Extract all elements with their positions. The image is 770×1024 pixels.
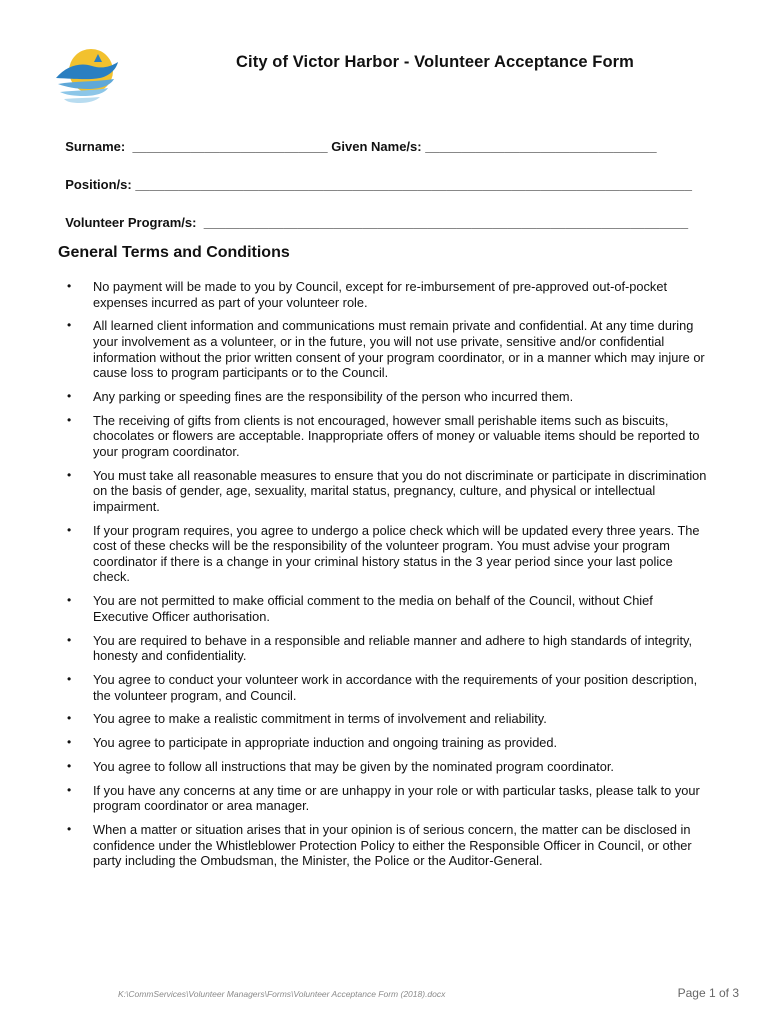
form-title: City of Victor Harbor - Volunteer Acceptance Form [236, 53, 634, 71]
bullet-icon: • [67, 632, 72, 647]
list-item: • If you have any concerns at any time or are unhappy in your role or with particular tasks, please talk to your program coordinator or area manager. [67, 782, 700, 814]
list-item: • All learned client information and communications must remain private and confidential. At any time during your involvement as a volunteer, or in the future, you will not use private, sensitive and/or confidential information without the prior written consent of your program coordinator, or in a manner which may injure or cause loss to program participants or to the Council. [67, 318, 705, 381]
bullet-icon: • [67, 522, 72, 537]
bullet-icon: • [67, 467, 72, 482]
bullet-icon: • [67, 671, 72, 686]
surname-row [58, 124, 657, 154]
list-item: • You agree to participate in appropriate induction and ongoing training as provided. [67, 735, 558, 751]
program-field[interactable]: ___________________________________________________________________ [203, 215, 689, 230]
program-label: Volunteer Program/s: [65, 215, 197, 230]
given-name-field[interactable]: ________________________________ [425, 139, 657, 154]
list-item: • You agree to make a realistic commitment in terms of involvement and reliability. [67, 711, 547, 727]
list-item: • When a matter or situation arises that in your opinion is of serious concern, the matter can be disclosed in confidence under the Whistleblower Protection Policy to either the Responsible Officer in Council, or other party including the Ombudsman, the Minister, the Police or the Auditor-General. [67, 822, 692, 869]
bullet-icon: • [67, 735, 72, 750]
list-item: • You agree to conduct your volunteer work in accordance with the requirements of your position description, the volunteer program, and Council. [67, 671, 698, 703]
city-logo-icon [54, 48, 124, 108]
given-name-label: Given Name/s: [331, 139, 422, 154]
list-item: • Any parking or speeding fines are the responsibility of the person who incurred them. [67, 388, 574, 404]
position-label: Position/s: [65, 177, 132, 192]
section-heading: General Terms and Conditions [58, 244, 290, 261]
surname-field[interactable]: ___________________________ [132, 139, 328, 154]
program-row [58, 200, 688, 230]
bullet-icon: • [67, 593, 72, 608]
list-item: • If your program requires, you agree to undergo a police check which will be updated every three years. The cost of these checks will be the responsibility of the volunteer program. You must advise your program coordinator if there is a change in your criminal history status in the 3 year period since your last police check. [67, 522, 700, 585]
position-field[interactable]: _____________________________________________________________________________ [135, 177, 693, 192]
terms-list [58, 279, 708, 877]
list-item: • The receiving of gifts from clients is not encouraged, however small perishable items such as biscuits, chocolates or flowers are acceptable. Inappropriate offers of money or valuable items should be reported to your program coordinator. [67, 412, 700, 459]
surname-label: Surname: [65, 139, 126, 154]
position-row [58, 162, 692, 192]
list-item: • No payment will be made to you by Council, except for re-imbursement of pre-approved out-of-pocket expenses incurred as part of your volunteer role. [67, 279, 668, 310]
bullet-icon: • [67, 822, 72, 837]
bullet-icon: • [67, 318, 72, 333]
bullet-icon: • [67, 782, 72, 797]
list-item: • You are not permitted to make official comment to the media on behalf of the Council, without Chief Executive Officer authorisation. [67, 593, 653, 624]
list-item: • You must take all reasonable measures to ensure that you do not discriminate or participate in discrimination on the basis of gender, age, sexuality, marital status, pregnancy, culture, and physical or intellectual impairment. [67, 467, 707, 514]
bullet-icon: • [67, 388, 72, 403]
bullet-icon: • [67, 758, 72, 773]
footer-file-path: K:\CommServices\Volunteer Managers\Forms\Volunteer Acceptance Form (2018).docx [118, 989, 446, 999]
list-item: • You agree to follow all instructions that may be given by the nominated program coordinator. [67, 758, 614, 774]
list-item: • You are required to behave in a responsible and reliable manner and adhere to high standards of integrity, honesty and confidentiality. [67, 632, 693, 664]
city-logo [54, 48, 124, 108]
bullet-icon: • [67, 412, 72, 427]
page-number: Page 1 of 3 [677, 986, 739, 1000]
bullet-icon: • [67, 279, 72, 293]
bullet-icon: • [67, 711, 72, 726]
